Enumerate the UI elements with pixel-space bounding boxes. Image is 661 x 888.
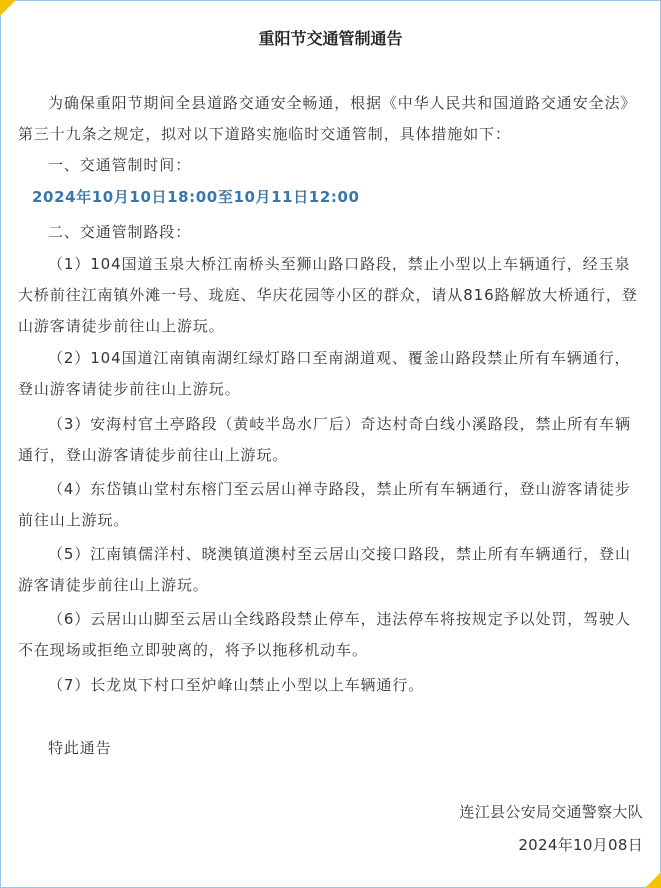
road-item-6: （6）云居山山脚至云居山全线路段禁止停车，违法停车将按规定予以处罚，驾驶人不在现场或拒绝立即驶离的，将予以拖移机动车。 — [18, 610, 631, 659]
road-item-7: （7）长龙岚下村口至炉峰山禁止小型以上车辆通行。 — [48, 676, 425, 694]
road-item-4: （4）东岱镇山堂村东榕门至云居山禅寺路段，禁止所有车辆通行，登山游客请徒步前往山上游玩。 — [18, 480, 631, 529]
issuer-name: 连江县公安局交通警察大队 — [459, 803, 643, 821]
section-road-heading: 二、交通管制路段： — [48, 223, 192, 241]
notice-title: 重阳节交通管制通告 — [258, 29, 403, 48]
road-item-3: （3）安海村官土亭路段（黄岐半岛水厂后）奇达村奇白线小溪路段，禁止所有车辆通行，登山游客请徒步前往山上游玩。 — [18, 415, 631, 464]
section-time-heading: 一、交通管制时间： — [48, 156, 192, 174]
road-item-2: （2）104国道江南镇南湖红绿灯路口至南湖道观、覆釜山路段禁止所有车辆通行，登山游客请徒步前往山上游玩。 — [18, 349, 631, 398]
time-range: 2024年10月10日18:00至10月11日12:00 — [32, 188, 360, 206]
road-item-1: （1）104国道玉泉大桥江南桥头至狮山路口路段，禁止小型以上车辆通行，经玉泉大桥前往江南镇外滩一号、珑庭、华庆花园等小区的群众，请从816路解放大桥通行，登山游客请徒步前往山上游玩。 — [18, 255, 638, 335]
issue-date: 2024年10月08日 — [518, 836, 643, 854]
corner-accent-top-left — [0, 0, 16, 16]
road-item-5: （5）江南镇儒洋村、晓澳镇道澳村至云居山交接口路段，禁止所有车辆通行，登山游客请徒步前往山上游玩。 — [18, 545, 631, 594]
corner-accent-bottom-right — [645, 872, 661, 888]
intro-paragraph: 为确保重阳节期间全县道路交通安全畅通，根据《中华人民共和国道路交通安全法》第三十九条之规定，拟对以下道路实施临时交通管制，具体措施如下： — [18, 94, 637, 143]
closing-statement: 特此通告 — [48, 739, 112, 757]
